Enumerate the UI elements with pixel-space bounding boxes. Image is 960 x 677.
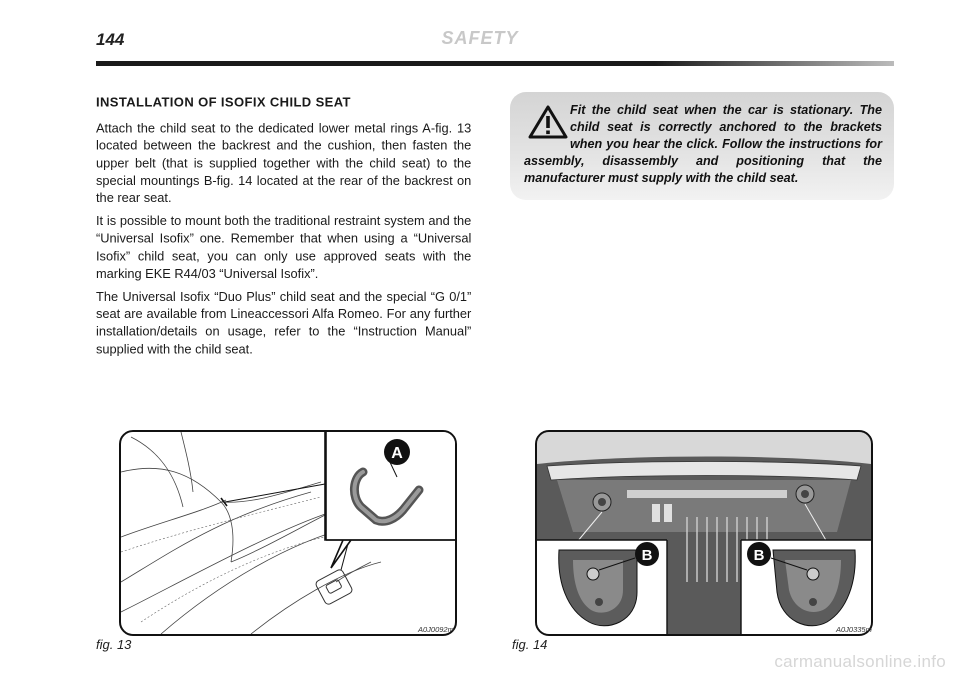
paragraph-2: It is possible to mount both the traditional restraint system and the “Universal Isofix” one. Remember that when using a “Universal Isofix” child seat, you can only use approved seats with the marking EKE R44/03 “Universal Isofix”. [96,213,472,281]
callout-b-left-label: B [641,547,653,564]
figure-14-illustration [537,432,871,634]
figure-13-illustration [121,432,455,634]
callout-b-right-label: B [753,547,765,564]
header-rule [96,61,894,66]
watermark: carmanualsonline.info [774,652,946,671]
warning-box [510,92,894,200]
figure-14-caption: fig. 14 [512,637,548,652]
figure-14 [535,430,873,636]
callout-a-label: A [391,445,403,462]
figure-14-code: A0J0335m [836,625,872,634]
paragraph-1: Attach the child seat to the dedicated lower metal rings A-fig. 13 located between the backrest and the cushion, then fasten the upper belt (that is supplied together with the child seat) to the special mountings B-fig. 14 located at the rear of the backrest on the rear seat. [96,121,472,206]
section-title: SAFETY [441,28,519,48]
page-number: 144 [96,30,125,49]
figure-13-code: A0J0092m [418,625,454,634]
warning-text-content: Fit the child seat when the car is stationary. The child seat is correctly anchored to the brackets when you hear the click. Follow the instructions for assembly, disassembly and positioning that the manufacturer must supply with the child seat. [524,103,882,185]
warning-text [524,102,882,187]
main-text-column [96,94,471,364]
paragraph-3: The Universal Isofix “Duo Plus” child seat and the special “G 0/1” seat are available from Lineaccessori Alfa Romeo. For any further installation/details on usage, refer to the “Instruction Manual” supplied with the child seat. [96,289,472,356]
figure-13 [119,430,457,636]
figure-13-caption: fig. 13 [96,637,132,652]
main-heading: INSTALLATION OF ISOFIX CHILD SEAT [96,94,351,110]
